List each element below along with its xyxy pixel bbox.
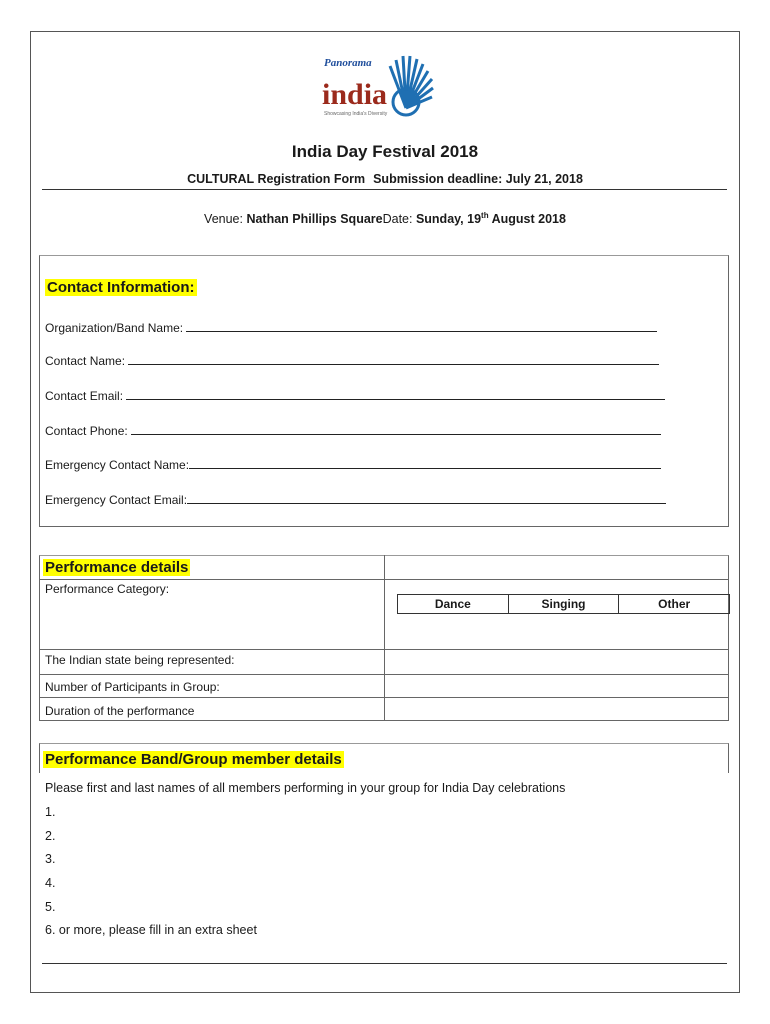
form-subtitle [0,172,770,186]
date-label: Date: [382,212,416,227]
option-singing[interactable]: Singing [509,595,620,613]
venue-label: Venue: [204,212,247,227]
emergency-contact-name-field[interactable]: Emergency Contact Name: [45,457,661,472]
duration-label: Duration of the performance [45,704,195,718]
contact-name-field[interactable]: Contact Name: [45,353,659,368]
band-members-heading: Performance Band/Group member details [45,751,342,768]
perf-row-divider [39,579,384,580]
contact-email-field[interactable]: Contact Email: [45,388,665,403]
venue-line [0,211,770,226]
member-line-6-extra[interactable]: 6. or more, please fill in an extra sheet [45,923,257,937]
band-instruction: Please first and last names of all members performing in your group for India Day celebrations [45,781,566,795]
perf-row-divider [384,579,729,580]
performance-category-label: Performance Category: [45,582,170,596]
venue-value: Nathan Phillips Square [246,212,383,227]
member-line-2[interactable]: 2. [45,829,56,843]
option-other[interactable]: Other [658,597,691,611]
member-line-4[interactable]: 4. [45,876,56,890]
perf-row-divider [39,697,729,698]
perf-row-divider [39,649,729,650]
performance-category-options [397,594,730,614]
option-dance[interactable]: Dance [398,595,509,613]
form-title: India Day Festival 2018 [291,142,479,161]
contact-heading: Contact Information: [47,279,195,296]
emergency-contact-email-field[interactable]: Emergency Contact Email: [45,492,666,507]
header-divider [42,189,727,190]
participants-count-label: Number of Participants in Group: [45,680,220,694]
logo-brand-top: Panorama [324,57,372,69]
logo-tagline: Showcasing India's Diversity [324,111,388,117]
performance-heading: Performance details [45,559,189,576]
peacock-fan-icon [390,56,433,115]
date-value: Sunday, 19th August 2018 [415,211,566,227]
member-line-3[interactable]: 3. [45,852,56,866]
indian-state-label: The Indian state being represented: [45,653,235,667]
logo-brand-main: india [322,78,388,111]
member-line-1[interactable]: 1. [45,805,56,819]
contact-phone-field[interactable]: Contact Phone: [45,423,661,438]
perf-row-divider [39,674,729,675]
submission-deadline: Submission deadline: July 21, 2018 [373,172,583,186]
footer-divider [42,963,727,964]
member-line-5[interactable]: 5. [45,900,56,914]
form-name: CULTURAL Registration Form [187,172,366,186]
org-band-name-field[interactable]: Organization/Band Name: [45,320,657,335]
panorama-india-logo [320,46,440,124]
